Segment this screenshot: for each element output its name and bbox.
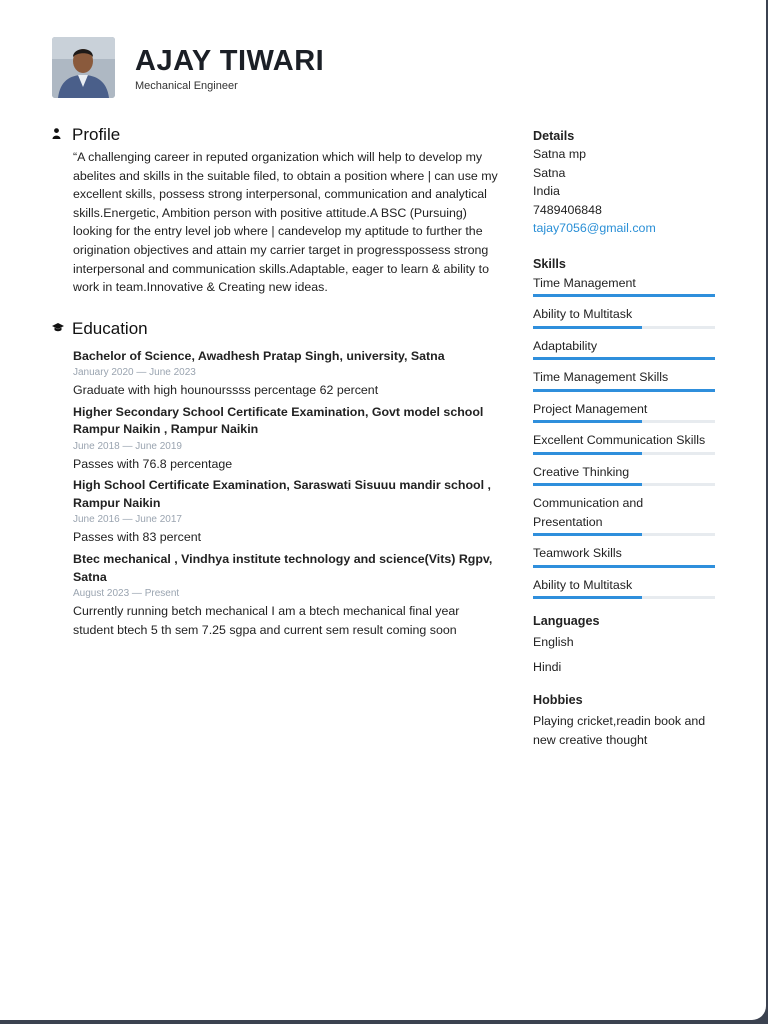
skill-level-bar (533, 326, 715, 329)
skills-heading: Skills (533, 256, 566, 271)
skill-label: Time Management (533, 275, 636, 290)
skill-level-fill (533, 326, 642, 329)
skill-item (533, 367, 715, 392)
skill-level-bar (533, 533, 715, 536)
skill-level-bar (533, 596, 715, 599)
skill-level-bar (533, 420, 715, 423)
person-photo-icon (52, 37, 115, 98)
skill-level-bar (533, 357, 715, 360)
skill-level-fill (533, 357, 715, 360)
education-title: High School Certificate Examination, Saraswati Sisuuu mandir school , Rampur Naikin (73, 478, 491, 510)
country: India (533, 184, 560, 198)
skill-level-bar (533, 389, 715, 392)
education-dates: August 2023 — Present (73, 588, 180, 600)
person-icon (52, 128, 72, 142)
skills-list (533, 273, 715, 600)
address-line-1: Satna mp (533, 147, 587, 161)
skill-label: Creative Thinking (533, 464, 630, 479)
skill-label: Teamwork Skills (533, 546, 622, 560)
education-description: Graduate with high hounourssss percentage 62 percent (73, 383, 379, 398)
hobbies-text: Playing cricket,readin book and new creative thought (533, 714, 706, 747)
skill-level-fill (533, 294, 715, 297)
skill-level-bar (533, 294, 715, 297)
skill-label: Time Management Skills (533, 370, 669, 384)
skill-item (533, 575, 715, 600)
skill-level-bar (533, 452, 715, 455)
hobbies-heading: Hobbies (533, 693, 583, 707)
skill-item (533, 399, 715, 424)
profile-section-title: Profile (72, 125, 121, 144)
email-link[interactable]: tajay7056@gmail.com (533, 221, 656, 235)
sidebar-column (533, 128, 715, 749)
education-entry (73, 404, 502, 474)
skill-level-fill (533, 565, 715, 568)
skill-label: Ability to Multitask (533, 577, 633, 592)
language-item: English (533, 635, 574, 649)
skill-level-bar (533, 483, 715, 486)
profile-summary: “A challenging career in reputed organization which will help to develop my abelites and skills in the suitable filed, to obtain a position where | can use my excellent skills, possess strong interpersonal, communication and analytical skills.Energetic, Ambition person with positive attitude.A BSC (Pursuing) looking for the entry level job where | candevelop my aptitude to further the origination objectives and attain my carrier target in progresspossess strong interpersonal and communication skills.Adaptable, eager to learn & ability to work in team.Innovative & Creating new ideas. (73, 150, 498, 295)
language-item: Hindi (533, 660, 562, 674)
education-dates: January 2020 — June 2023 (73, 367, 196, 379)
profile-photo (52, 37, 115, 98)
education-section-header (52, 318, 502, 340)
details-heading: Details (533, 129, 575, 143)
education-title: Btec mechanical , Vindhya institute technology and science(Vits) Rgpv, Satna (73, 552, 493, 584)
phone-number: 7489406848 (533, 202, 602, 217)
education-description: Passes with 83 percent (73, 530, 202, 545)
graduation-cap-icon (52, 323, 72, 335)
education-dates: June 2018 — June 2019 (73, 440, 182, 452)
skill-level-fill (533, 452, 642, 455)
skill-item (533, 304, 715, 329)
education-title: Higher Secondary School Certificate Examination, Govt model school Rampur Naikin , Rampur Naikin (73, 404, 484, 437)
education-entry (73, 348, 502, 400)
skill-label: Project Management (533, 401, 648, 416)
address-line-2: Satna (533, 165, 566, 180)
profile-section-header (52, 124, 502, 146)
education-entry (73, 551, 502, 639)
skill-level-fill (533, 420, 642, 423)
skill-label: Ability to Multitask (533, 307, 633, 321)
skill-label: Communication and Presentation (533, 496, 644, 529)
job-title: Mechanical Engineer (135, 80, 238, 92)
education-section-title: Education (72, 318, 148, 338)
skill-level-fill (533, 483, 642, 486)
education-title: Bachelor of Science, Awadhesh Pratap Singh, university, Satna (73, 348, 445, 363)
education-entry (73, 477, 502, 547)
skill-item (533, 543, 715, 568)
skill-item (533, 336, 715, 361)
skill-level-fill (533, 389, 715, 392)
education-dates: June 2016 — June 2017 (73, 514, 182, 526)
skill-item (533, 430, 715, 455)
languages-heading: Languages (533, 614, 600, 628)
skill-item (533, 273, 715, 298)
skill-level-bar (533, 565, 715, 568)
skill-item (533, 462, 715, 487)
skill-label: Adaptability (533, 338, 598, 353)
skill-item (533, 493, 715, 536)
skill-level-fill (533, 596, 642, 599)
candidate-name: AJAY TIWARI (135, 45, 325, 77)
skill-label: Excellent Communication Skills (533, 433, 706, 447)
education-description: Passes with 76.8 percentage (73, 456, 233, 471)
main-column (52, 124, 502, 643)
education-description: Currently running betch mechanical I am a btech mechanical final year student btech 5 th sem 7.25 sgpa and current sem result coming soon (73, 604, 460, 637)
skill-level-fill (533, 533, 642, 536)
